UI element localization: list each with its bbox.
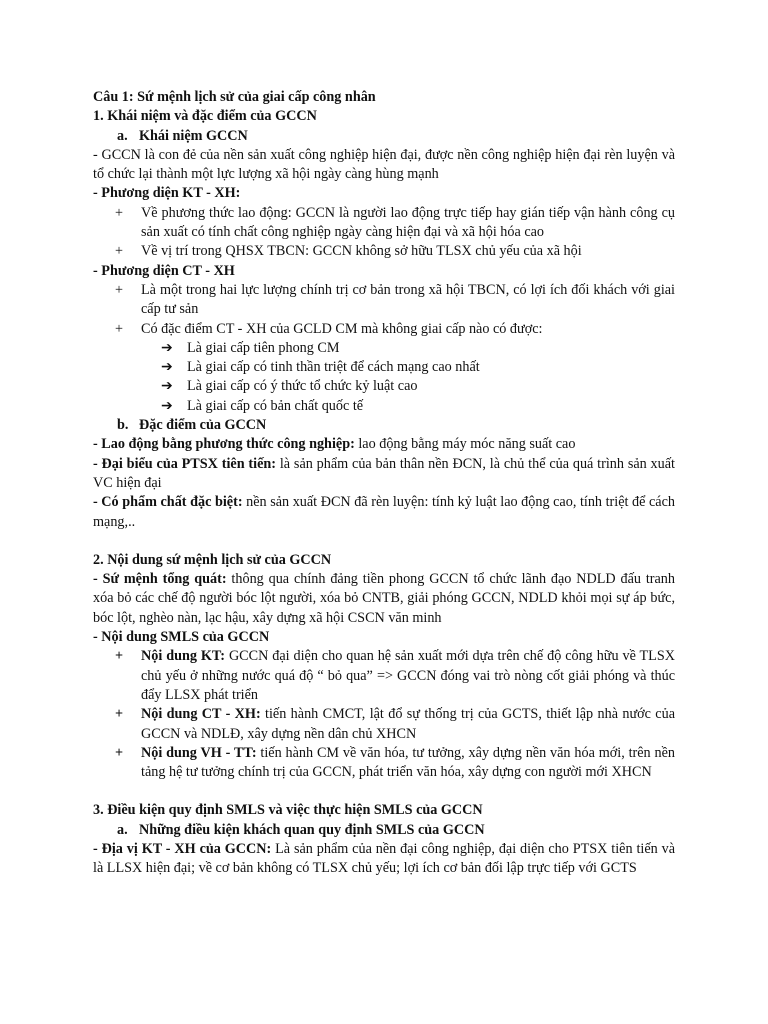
plus-bullet: + [115, 744, 124, 761]
plus-bullet: + [115, 648, 124, 665]
feature-text: là sản phẩm của bản thân nền ĐCN, là chủ thể của quá trình sản xuất VC hiện đại [93, 455, 675, 491]
question-title: Câu 1: Sứ mệnh lịch sử của giai cấp công nhân [93, 89, 376, 105]
list-item-text: Là một trong hai lực lượng chính trị cơ bản trong xã hội TBCN, có lợi ích đối khách với giai cấp tư sản [141, 281, 675, 318]
subsection-title: Những điều kiện khách quan quy định SMLS của GCCN [139, 821, 485, 838]
plus-bullet: + [115, 320, 124, 337]
feature-paragraph [93, 493, 675, 532]
arrow-item-text: Là giai cấp có bản chất quốc tế [187, 397, 364, 414]
list-item-text: Về vị trí trong QHSX TBCN: GCCN không sở hữu TLSX chủ yếu của xã hội [141, 243, 582, 260]
list-item-text [141, 744, 675, 783]
subsection-marker: a. [117, 821, 128, 838]
status-paragraph [93, 840, 675, 879]
kt-xh-heading: - Phương diện KT - XH: [93, 185, 241, 202]
section-3-heading: 3. Điều kiện quy định SMLS và việc thực hiện SMLS của GCCN [93, 802, 483, 819]
list-item [93, 320, 675, 339]
feature-label: - Lao động bằng phương thức công nghiệp: [93, 436, 355, 453]
arrow-item [93, 339, 675, 358]
subsection-title: Khái niệm GCCN [139, 127, 248, 144]
item-text: tiến hành CMCT, lật đổ sự thống trị của GCTS, thiết lập nhà nước của GCCN và NDLĐ, xây dựng nền dân chủ XHCN [141, 706, 675, 742]
subsection-title: Đặc điểm của GCCN [139, 417, 267, 434]
plus-bullet: + [115, 243, 124, 260]
feature-text: lao động bằng máy móc năng suất cao [354, 436, 576, 453]
plus-bullet: + [115, 204, 124, 221]
feature-label: - Có phẩm chất đặc biệt: [93, 494, 243, 511]
arrow-item [93, 377, 675, 396]
feature-text: nền sản xuất ĐCN đã rèn luyện: tính kỷ luật lao động cao, tính triệt để cách mạng,.. [93, 494, 675, 530]
section-1-heading: 1. Khái niệm và đặc điểm của GCCN [93, 108, 317, 125]
blank-line [93, 782, 675, 801]
list-item-text: Có đặc điểm CT - XH của GCLD CM mà không giai cấp nào có được: [141, 320, 543, 337]
arrow-item-text: Là giai cấp có tinh thần triệt để cách mạng cao nhất [187, 359, 480, 376]
subsection-3a [93, 821, 675, 840]
section-2-heading: 2. Nội dung sứ mệnh lịch sử của GCCN [93, 551, 332, 568]
list-item [93, 242, 675, 261]
list-item-text: Về phương thức lao động: GCCN là người lao động trực tiếp hay gián tiếp vận hành công cụ sản xuất có tính chất công nghiệp ngày càng hiện đại và xã hội hóa cao [141, 204, 675, 241]
list-item-text [141, 705, 675, 744]
arrow-icon: ➔ [161, 378, 173, 395]
subsection-1b [93, 416, 675, 435]
item-text: GCCN đại diện cho quan hệ sản xuất mới dựa trên chế độ công hữu về TLSX chủ yếu ở những nước quá độ “ bỏ qua” => GCCN đóng vai trò nòng cốt giải phóng và thúc đẩy LLSX phát triển [141, 648, 675, 703]
mission-text: thông qua chính đảng tiền phong GCCN tổ chức lãnh đạo NDLD đấu tranh xóa bỏ các chế độ người bóc lột người, xóa bỏ CNTB, giải phóng GCCN, NDLD khỏi mọi sự áp bức, bóc lột, nghèo nàn, lạc hậu, xây dựng xã hội CSCN văn minh [93, 571, 675, 626]
list-item-text [141, 647, 675, 705]
item-label: Nội dung KT: [141, 648, 226, 665]
list-item [93, 647, 675, 705]
mission-label: - Sứ mệnh tổng quát: [93, 571, 227, 588]
subsection-1a [93, 127, 675, 146]
blank-line [93, 532, 675, 551]
content-heading: - Nội dung SMLS của GCCN [93, 629, 270, 646]
feature-label: - Đại biểu của PTSX tiên tiến: [93, 455, 277, 472]
list-item [93, 281, 675, 320]
list-item [93, 705, 675, 744]
item-label: Nội dung VH - TT: [141, 744, 257, 761]
subsection-marker: a. [117, 127, 128, 144]
arrow-icon: ➔ [161, 339, 173, 356]
ct-xh-heading: - Phương diện CT - XH [93, 262, 235, 279]
arrow-icon: ➔ [161, 397, 173, 414]
paragraph-definition: - GCCN là con đẻ của nền sản xuất công nghiệp hiện đại, được nền công nghiệp hiện đại rèn luyện và tổ chức lại thành một lực lượng xã hội ngày càng hùng mạnh [93, 146, 675, 183]
status-text: Là sản phẩm của nền đại công nghiệp, đại diện cho PTSX tiên tiến và là LLSX hiện đại; về cơ bản không có TLSX chủ yếu; lợi ích cơ bản đối lập trực tiếp với GCTS [93, 840, 675, 877]
arrow-item [93, 397, 675, 416]
plus-bullet: + [115, 281, 124, 298]
subsection-marker: b. [117, 417, 129, 434]
feature-paragraph [93, 435, 675, 454]
arrow-item [93, 358, 675, 377]
feature-paragraph [93, 455, 675, 494]
arrow-item-text: Là giai cấp tiên phong CM [187, 339, 340, 356]
arrow-item-text: Là giai cấp có ý thức tổ chức kỷ luật cao [187, 378, 418, 395]
plus-bullet: + [115, 706, 124, 723]
list-item [93, 744, 675, 783]
item-text: tiến hành CM về văn hóa, tư tưởng, xây dựng nền văn hóa mới, trên nền tảng hệ tư tưởng chính trị của GCCN, phát triển văn hóa, xây dựng con người mới XHCN [141, 744, 675, 781]
list-item [93, 204, 675, 243]
status-label: - Địa vị KT - XH của GCCN: [93, 840, 272, 857]
item-label: Nội dung CT - XH: [141, 706, 261, 723]
mission-paragraph [93, 570, 675, 628]
arrow-icon: ➔ [161, 359, 173, 376]
